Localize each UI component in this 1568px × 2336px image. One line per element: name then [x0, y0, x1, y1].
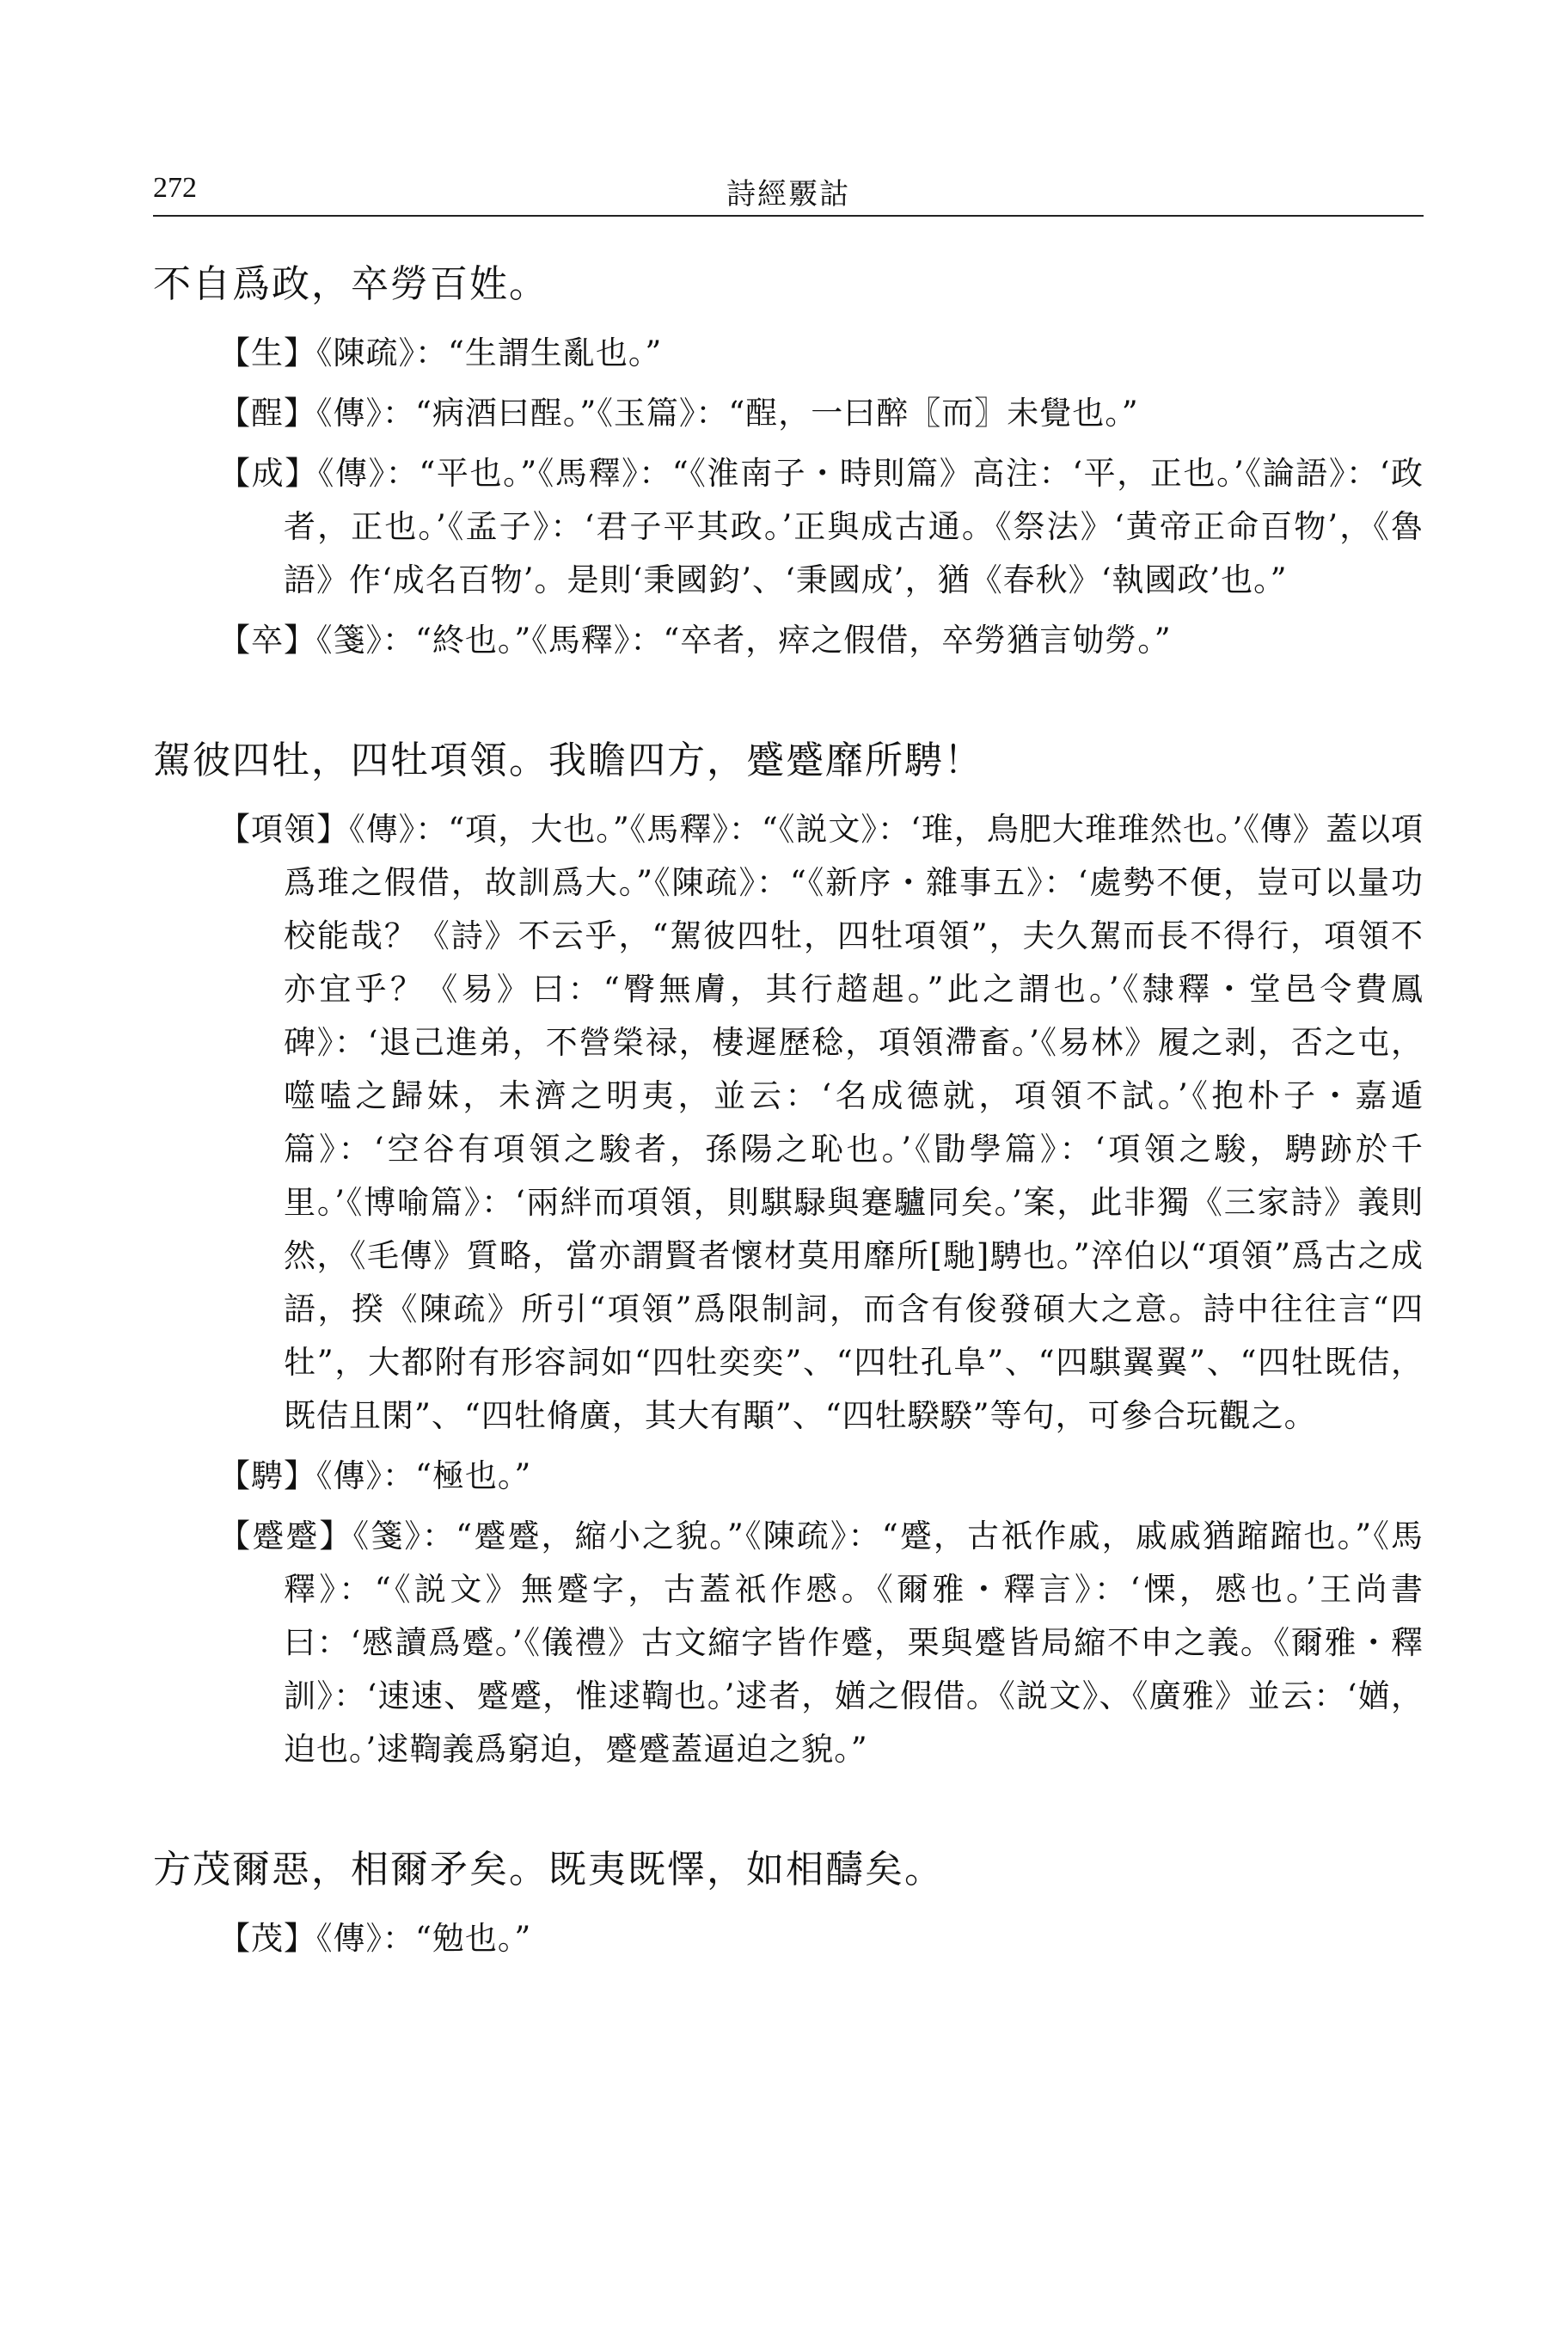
annotation-text: 《傳》：“極也。” [316, 1457, 532, 1494]
annotation [218, 447, 1424, 607]
verse-section [153, 258, 1424, 667]
annotation [218, 803, 1424, 1443]
annotation-text: 《箋》：“蹙蹙，縮小之貌。”《陳疏》：“蹙，古祇作戚，戚戚猶蹜蹜也。”《馬釋》：“《説文》無蹙字，古蓋祇作慼。《爾雅・釋言》：‘慄，慼也。’王尚書曰：‘慼讀爲蹙。’《儀禮》古文縮字皆作蹙，栗與蹙皆局縮不申之義。《爾雅・釋訓》：‘速速、蹙蹙，惟逑鞫也。’逑者，媨之假借。《説文》、《廣雅》並云：‘媨，迫也。’逑鞫義爲窮迫，蹙蹙蓋逼迫之貌。” [284, 1517, 1424, 1768]
annotation [218, 614, 1424, 667]
annotation [218, 387, 1424, 440]
verse-line: 不自爲政，卒勞百姓。 [153, 262, 548, 306]
verse-line: 駕彼四牡，四牡項領。我瞻四方，蹙蹙靡所騁！ [153, 739, 983, 782]
annotation-term: 【生】 [218, 334, 316, 371]
annotation-text: 《傳》：“病酒曰酲。”《玉篇》：“酲，一曰醉〖而〗未覺也。” [316, 395, 1139, 432]
annotation-text: 《箋》：“終也。”《馬釋》：“卒者，瘁之假借，卒勞猶言劬勞。” [316, 622, 1172, 659]
annotation-text: 《傳》：“平也。”《馬釋》：“《淮南子・時則篇》高注：‘平，正也。’《論語》：‘政者，正也。’《孟子》：‘君子平其政。’正與成古通。《祭法》‘黄帝正命百物’，《魯語》作‘成名百物’。是則‘秉國鈞’、‘秉國成’，猶《春秋》‘執國政’也。” [284, 455, 1424, 598]
annotation-term: 【項領】 [218, 811, 350, 848]
page-body [153, 258, 1424, 1972]
annotation-term: 【卒】 [218, 622, 316, 659]
annotation-text: 《陳疏》：“生謂生亂也。” [316, 334, 663, 371]
running-title: 詩經覈詁 [726, 177, 850, 212]
annotation-term: 【蹙蹙】 [218, 1517, 353, 1554]
annotation-text: 《傳》：“項，大也。”《馬釋》：“《説文》：‘琟，鳥肥大琟琟然也。’《傳》蓋以項爲琟之假借，故訓爲大。”《陳疏》：“《新序・雜事五》：‘處勢不便，豈可以量功校能哉？《詩》不云乎，“駕彼四牡，四牡項領”，夫久駕而長不得行，項領不亦宜乎？《易》曰：“臀無膚，其行趦趄。”此之謂也。’《隸釋・堂邑令費鳳碑》：‘退己進弟，不營榮禄，棲遲歷稔，項領滯畜。’《易林》履之剥，否之屯，噬嗑之歸妹，未濟之明夷，並云：‘名成德就，項領不試。’《抱朴子・嘉遁篇》：‘空谷有項領之駿者，孫陽之恥也。’《勖學篇》：‘項領之駿，騁跡於千里。’《博喻篇》：‘兩絆而項領，則騏騄與蹇驢同矣。’案，此非獨《三家詩》義則然，《毛傳》質略，當亦謂賢者懷材莫用靡所[馳]騁也。”淬伯以“項領”爲古之成語，揆《陳疏》所引“項領”爲限制詞，而含有俊發碩大之意。詩中往往言“四牡”，大都附有形容詞如“四牡奕奕”、“四牡孔阜”、“四騏翼翼”、“四牡既佶，既佶且閑”、“四牡脩廣，其大有顒”、“四牡騤騤”等句，可參合玩觀之。 [284, 811, 1424, 1434]
annotation [218, 1912, 1424, 1965]
verse-section [153, 734, 1424, 1776]
annotation [218, 1450, 1424, 1503]
annotation-term: 【酲】 [218, 395, 316, 432]
verse-section [153, 1843, 1424, 1965]
page-header [153, 163, 1424, 217]
annotation [218, 1510, 1424, 1776]
annotation-text: 《傳》：“勉也。” [316, 1920, 532, 1957]
annotation [218, 327, 1424, 380]
annotation-term: 【成】 [218, 455, 318, 492]
annotation-term: 【茂】 [218, 1920, 316, 1957]
annotation-term: 【騁】 [218, 1457, 316, 1494]
verse-line: 方茂爾惡，相爾矛矣。既夷既懌，如相醻矣。 [153, 1848, 944, 1891]
page-number: 272 [153, 172, 197, 204]
